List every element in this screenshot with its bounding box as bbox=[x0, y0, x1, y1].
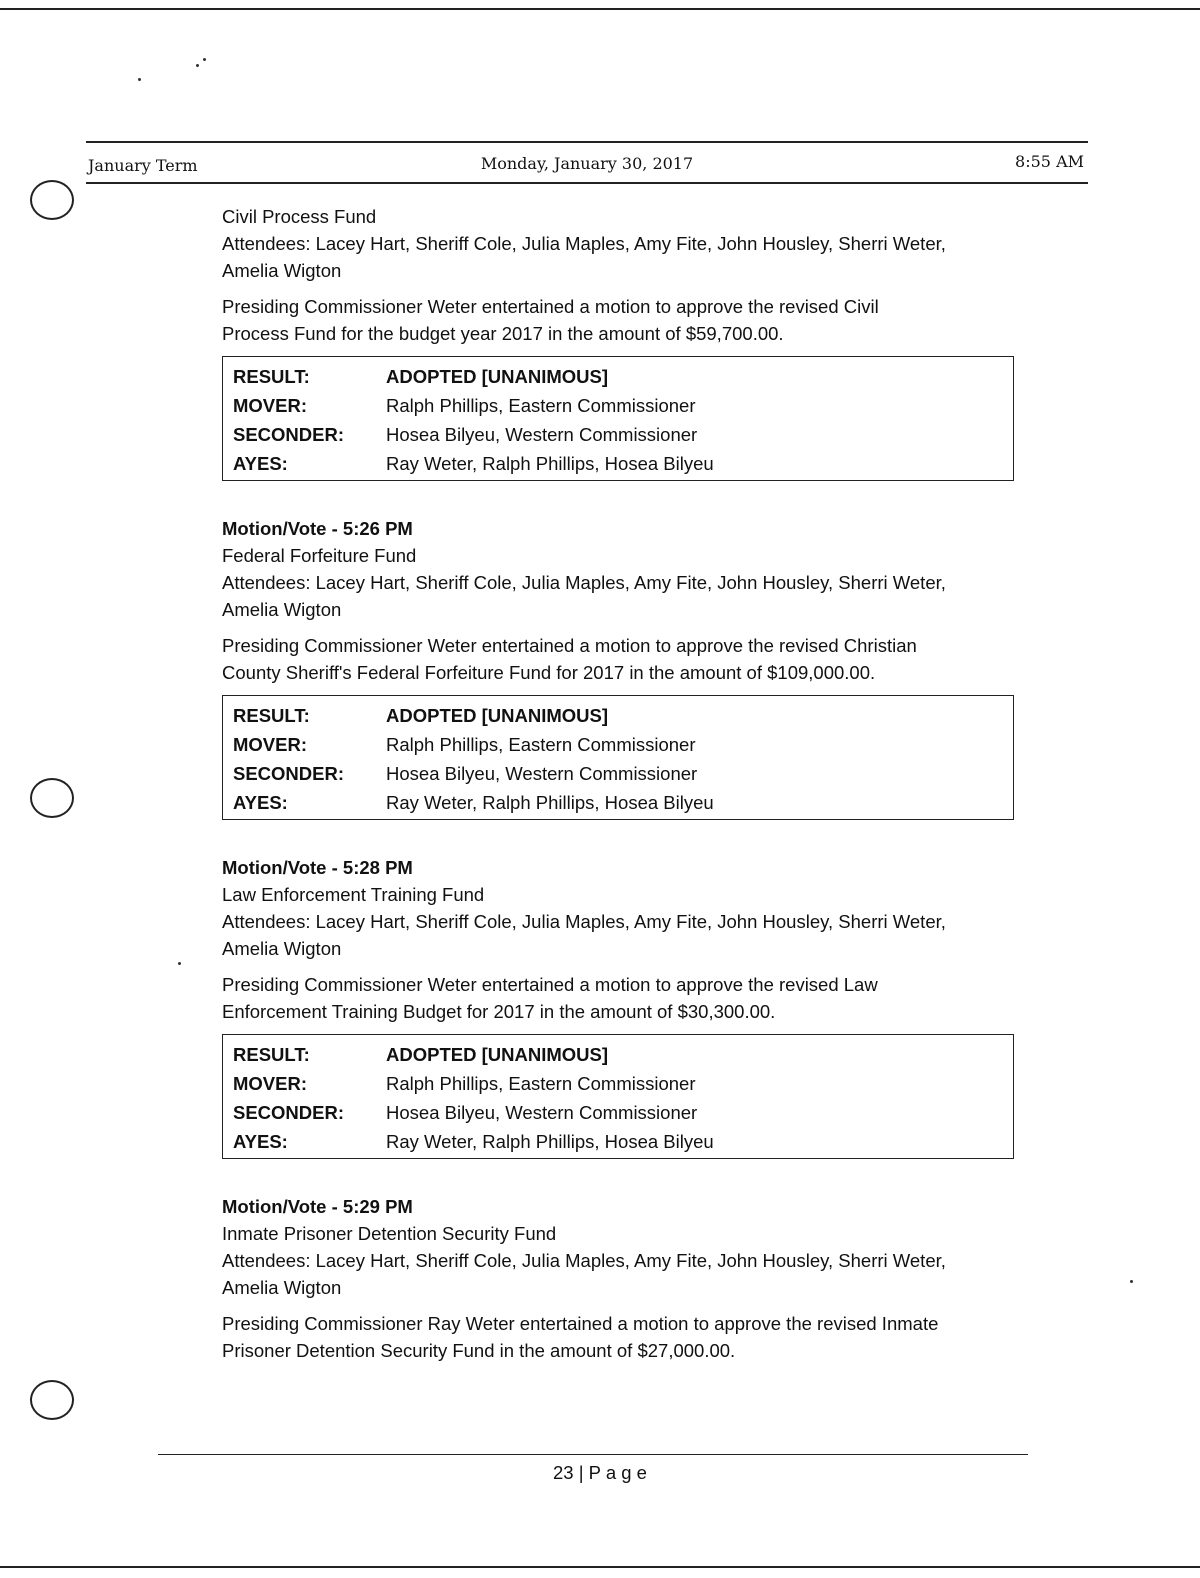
motion-text-line: Enforcement Training Budget for 2017 in the amount of $30,300.00. bbox=[222, 1001, 776, 1022]
header-date: Monday, January 30, 2017 bbox=[480, 154, 694, 173]
section-title: Law Enforcement Training Fund bbox=[222, 884, 485, 905]
header-rule-top bbox=[86, 141, 1088, 143]
mover-value: Ralph Phillips, Eastern Commissioner bbox=[386, 395, 696, 416]
ayes-row bbox=[233, 788, 1013, 817]
attendees-line: Amelia Wigton bbox=[222, 1277, 342, 1298]
mover-row bbox=[233, 1069, 1013, 1098]
ayes-value: Ray Weter, Ralph Phillips, Hosea Bilyeu bbox=[386, 1131, 714, 1152]
minutes-content bbox=[222, 203, 1042, 1364]
header-rule-bottom bbox=[86, 182, 1088, 184]
seconder-label: SECONDER: bbox=[233, 424, 345, 445]
result-label: RESULT: bbox=[233, 366, 310, 387]
attendees-line: Attendees: Lacey Hart, Sheriff Cole, Julia Maples, Amy Fite, John Housley, Sherri Weter, bbox=[222, 572, 946, 593]
seconder-value: Hosea Bilyeu, Western Commissioner bbox=[386, 1102, 698, 1123]
mover-row bbox=[233, 391, 1013, 420]
section-title: Inmate Prisoner Detention Security Fund bbox=[222, 1223, 557, 1244]
result-label: RESULT: bbox=[233, 705, 310, 726]
section-title: Civil Process Fund bbox=[222, 206, 377, 227]
punch-hole-bottom bbox=[30, 1380, 74, 1420]
motion-heading: Motion/Vote - 5:29 PM bbox=[222, 1196, 413, 1217]
result-value: ADOPTED [UNANIMOUS] bbox=[386, 1044, 608, 1065]
punch-hole-middle bbox=[30, 778, 74, 818]
mover-label: MOVER: bbox=[233, 734, 307, 755]
motion-text-line: Presiding Commissioner Ray Weter entertained a motion to approve the revised Inmate bbox=[222, 1313, 939, 1334]
header-term: January Term bbox=[88, 156, 198, 175]
seconder-row bbox=[233, 1098, 1013, 1127]
attendees-line: Attendees: Lacey Hart, Sheriff Cole, Julia Maples, Amy Fite, John Housley, Sherri Weter, bbox=[222, 233, 946, 254]
result-label: RESULT: bbox=[233, 1044, 310, 1065]
vote-result-box bbox=[222, 356, 1014, 481]
scan-speck bbox=[203, 58, 206, 61]
result-row bbox=[233, 362, 1013, 391]
attendees-line: Amelia Wigton bbox=[222, 938, 342, 959]
motion-heading: Motion/Vote - 5:26 PM bbox=[222, 518, 413, 539]
attendees-line: Attendees: Lacey Hart, Sheriff Cole, Julia Maples, Amy Fite, John Housley, Sherri Weter, bbox=[222, 1250, 946, 1271]
mover-value: Ralph Phillips, Eastern Commissioner bbox=[386, 734, 696, 755]
seconder-row bbox=[233, 420, 1013, 449]
seconder-row bbox=[233, 759, 1013, 788]
mover-value: Ralph Phillips, Eastern Commissioner bbox=[386, 1073, 696, 1094]
law-enforcement-training-section bbox=[222, 854, 1042, 1159]
civil-process-section bbox=[222, 203, 1042, 481]
punch-hole-top bbox=[30, 180, 74, 220]
ayes-value: Ray Weter, Ralph Phillips, Hosea Bilyeu bbox=[386, 453, 714, 474]
motion-text bbox=[222, 971, 1042, 1025]
ayes-value: Ray Weter, Ralph Phillips, Hosea Bilyeu bbox=[386, 792, 714, 813]
footer-rule bbox=[158, 1454, 1028, 1455]
scan-speck bbox=[1130, 1280, 1133, 1283]
result-value: ADOPTED [UNANIMOUS] bbox=[386, 705, 608, 726]
vote-result-box bbox=[222, 695, 1014, 820]
result-row bbox=[233, 701, 1013, 730]
seconder-label: SECONDER: bbox=[233, 1102, 345, 1123]
page-header bbox=[86, 150, 1088, 180]
scan-speck bbox=[178, 962, 181, 965]
federal-forfeiture-section bbox=[222, 515, 1042, 820]
ayes-row bbox=[233, 1127, 1013, 1156]
attendees-line: Amelia Wigton bbox=[222, 260, 342, 281]
page-number: 23 | P a g e bbox=[553, 1462, 647, 1483]
seconder-value: Hosea Bilyeu, Western Commissioner bbox=[386, 424, 698, 445]
motion-text-line: Presiding Commissioner Weter entertained a motion to approve the revised Law bbox=[222, 974, 878, 995]
ayes-row bbox=[233, 449, 1013, 478]
ayes-label: AYES: bbox=[233, 792, 288, 813]
scan-speck bbox=[196, 64, 199, 67]
mover-label: MOVER: bbox=[233, 1073, 307, 1094]
motion-text-line: Presiding Commissioner Weter entertained a motion to approve the revised Christian bbox=[222, 635, 917, 656]
motion-text-line: Presiding Commissioner Weter entertained a motion to approve the revised Civil bbox=[222, 296, 879, 317]
scan-edge-top bbox=[0, 8, 1200, 10]
ayes-label: AYES: bbox=[233, 453, 288, 474]
header-time: 8:55 AM bbox=[1015, 152, 1084, 171]
motion-text bbox=[222, 1310, 1042, 1364]
attendees-line: Attendees: Lacey Hart, Sheriff Cole, Julia Maples, Amy Fite, John Housley, Sherri Weter, bbox=[222, 911, 946, 932]
scan-speck bbox=[138, 78, 141, 81]
motion-text-line: County Sheriff's Federal Forfeiture Fund for 2017 in the amount of $109,000.00. bbox=[222, 662, 876, 683]
mover-row bbox=[233, 730, 1013, 759]
section-title: Federal Forfeiture Fund bbox=[222, 545, 417, 566]
scan-edge-bottom bbox=[0, 1566, 1200, 1568]
seconder-label: SECONDER: bbox=[233, 763, 345, 784]
ayes-label: AYES: bbox=[233, 1131, 288, 1152]
mover-label: MOVER: bbox=[233, 395, 307, 416]
motion-text-line: Prisoner Detention Security Fund in the amount of $27,000.00. bbox=[222, 1340, 736, 1361]
result-value: ADOPTED [UNANIMOUS] bbox=[386, 366, 608, 387]
attendees-line: Amelia Wigton bbox=[222, 599, 342, 620]
inmate-detention-section bbox=[222, 1193, 1042, 1364]
motion-text bbox=[222, 293, 1042, 347]
motion-text-line: Process Fund for the budget year 2017 in the amount of $59,700.00. bbox=[222, 323, 784, 344]
result-row bbox=[233, 1040, 1013, 1069]
seconder-value: Hosea Bilyeu, Western Commissioner bbox=[386, 763, 698, 784]
motion-heading: Motion/Vote - 5:28 PM bbox=[222, 857, 413, 878]
vote-result-box bbox=[222, 1034, 1014, 1159]
motion-text bbox=[222, 632, 1042, 686]
